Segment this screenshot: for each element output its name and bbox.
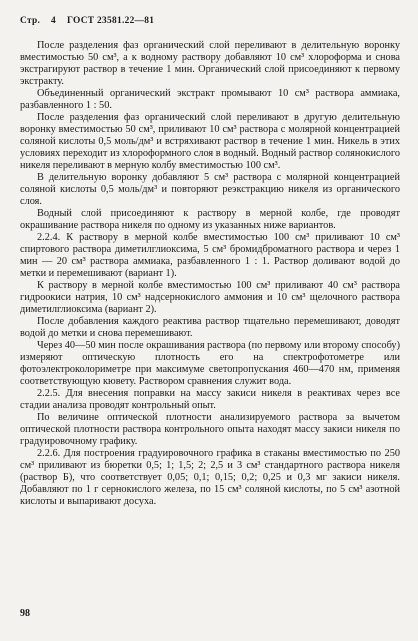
paragraph: 2.2.6. Для построения градуировочного графика в стаканы вместимостью по 250 см³ приливают из бюретки 0,5; 1; 1,5; 2; 2,5 и 3 см³ стандартного раствора никеля (раствор Б), что соответствует 0,05; 0,1; 0,15; 0,2; 0,25 и 0,3 мг закиси никеля. Добавляют по 1 г сернокислого железа, по 15 см³ соляной кислоты, по 5 см³ азотной кислоты и выпаривают досуха. bbox=[20, 448, 400, 507]
paragraph: По величине оптической плотности анализируемого раствора за вычетом оптической плотности раствора контрольного опыта находят массу закиси никеля по градуировочному графику. bbox=[20, 412, 400, 447]
page-header-number: 4 bbox=[51, 16, 56, 26]
document-body bbox=[20, 40, 400, 508]
paragraph: Объединенный органический экстракт промывают 10 см³ раствора аммиака, разбавленного 1 : 50. bbox=[20, 88, 400, 111]
paragraph: После разделения фаз органический слой переливают в другую делительную воронку вместимостью 50 см³, приливают 10 см³ раствора с молярной концентрацией соляной кислоты 0,5 моль/дм³ и встряхивают раствор в течение 1 мин. Никель в этих условиях переходит из хлороформного слоя в водный. Водный раствор солянокислого никеля переливают в мерную колбу вместимостью 100 см³. bbox=[20, 112, 400, 171]
page-number: 98 bbox=[20, 608, 30, 619]
paragraph: 2.2.5. Для внесения поправки на массу закиси никеля в реактивах через все стадии анализа проводят контрольный опыт. bbox=[20, 388, 400, 411]
paragraph: Водный слой присоединяют к раствору в мерной колбе, где проводят окрашивание раствора никеля по одному из указанных ниже вариантов. bbox=[20, 208, 400, 231]
page-label: Стр. bbox=[20, 16, 41, 26]
page-header bbox=[20, 16, 400, 30]
paragraph: 2.2.4. К раствору в мерной колбе вместимостью 100 см³ приливают 10 см³ спиртового раствора диметилглиоксима, 5 см³ бромидброматного раствора и через 1 мин — 20 см³ раствора аммиака, разбавленного 1 : 1. Раствор доливают водой до метки и перемешивают (вариант 1). bbox=[20, 232, 400, 279]
standard-code: ГОСТ 23581.22—81 bbox=[67, 16, 155, 26]
paragraph: После разделения фаз органический слой переливают в делительную воронку вместимостью 50 см³, а к водному раствору добавляют 10 см³ хлороформа и снова экстрагируют раствор в течение 1 мин. Органический слой присоединяют к первому экстракту. bbox=[20, 40, 400, 87]
paragraph: К раствору в мерной колбе вместимостью 100 см³ приливают 40 см³ раствора гидроокиси натрия, 10 см³ надсернокислого аммония и 10 см³ щелочного раствора диметилглиоксима (вариант 2). bbox=[20, 280, 400, 315]
paragraph: Через 40—50 мин после окрашивания раствора (по первому или второму способу) измеряют оптическую плотность его на спектрофотометре или фотоэлектроколориметре при максимуме светопропускания 460—470 нм, применяя соответствующую кювету. Раствором сравнения служит вода. bbox=[20, 340, 400, 387]
paragraph: После добавления каждого реактива раствор тщательно перемешивают, доводят водой до метки и снова перемешивают. bbox=[20, 316, 400, 339]
paragraph: В делительную воронку добавляют 5 см³ раствора с молярной концентрацией соляной кислоты 0,5 моль/дм³ и повторяют реэкстракцию никеля из органического слоя. bbox=[20, 172, 400, 207]
